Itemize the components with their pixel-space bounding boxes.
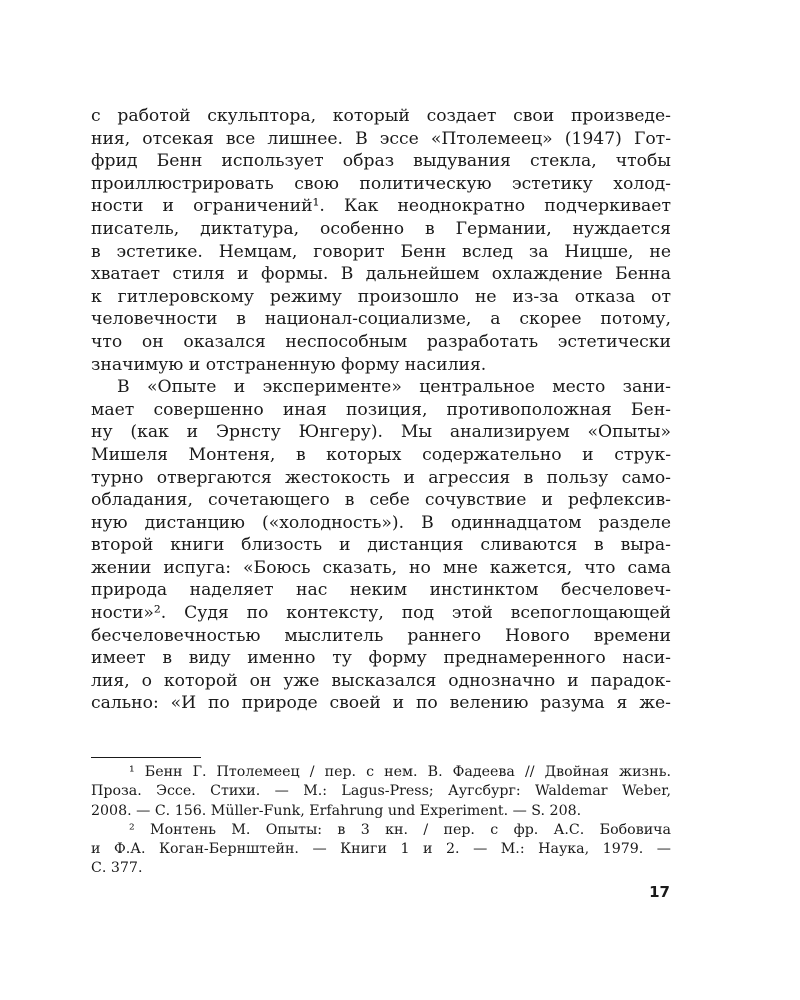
footnote-line: С. 377. xyxy=(91,860,143,877)
text-line: хватает стиля и формы. В дальнейшем охлаждение Бенна xyxy=(91,264,671,285)
text-line: фрид Бенн использует образ выдувания стекла, чтобы xyxy=(91,151,671,172)
text-line: мает совершенно иная позиция, противоположная Бен- xyxy=(91,399,671,420)
text-line: Мишеля Монтеня, в которых содержательно и струк- xyxy=(91,444,671,465)
text-line: обладания, сочетающего в себе сочувствие и рефлексив- xyxy=(91,490,671,511)
text-line: имеет в виду именно ту форму преднамеренного наси- xyxy=(91,648,671,669)
text-line: писатель, диктатура, особенно в Германии, нуждается xyxy=(91,218,671,239)
footnotes xyxy=(91,763,671,879)
text-line: в эстетике. Немцам, говорит Бенн вслед за Ницше, не xyxy=(91,241,671,262)
footnote-separator xyxy=(91,757,201,758)
text-line: бесчеловечностью мыслитель раннего Нового времени xyxy=(91,625,671,646)
text-line: ную дистанцию («холодность»). В одиннадцатом разделе xyxy=(91,512,671,533)
body-text xyxy=(91,105,671,715)
text-line: В «Опыте и эксперименте» центральное место зани- xyxy=(117,377,671,398)
text-line: ну (как и Эрнсту Юнгеру). Мы анализируем «Опыты» xyxy=(91,422,671,443)
text-line: проиллюстрировать свою политическую эстетику холод- xyxy=(91,173,671,194)
text-line: человечности в национал-социализме, а скорее потому, xyxy=(91,309,671,330)
text-line: ния, отсекая все лишнее. В эссе «Птолемеец» (1947) Гот- xyxy=(91,128,671,149)
footnote-line: ¹ Бенн Г. Птолемеец / пер. с нем. В. Фадеева // Двойная жизнь. xyxy=(129,764,671,780)
text-line: жении испуга: «Боюсь сказать, но мне кажется, что сама xyxy=(91,557,671,578)
text-line: к гитлеровскому режиму произошло не из-за отказа от xyxy=(91,286,671,307)
text-line: с работой скульптора, который создает свои произведе- xyxy=(91,106,671,126)
text-line: ности и ограничений¹. Как неоднократно подчеркивает xyxy=(91,196,671,217)
text-line: ности»². Судя по контексту, под этой всепоглощающей xyxy=(91,603,671,624)
footnote-line: 2008. — С. 156. Müller-Funk, Erfahrung und Experiment. — S. 208. xyxy=(91,802,582,819)
text-line: что он оказался неспособным разработать эстетически xyxy=(91,331,671,352)
text-line: второй книги близость и дистанция сливаются в выра- xyxy=(91,535,671,556)
text-line: природа наделяет нас неким инстинктом бесчеловеч- xyxy=(91,580,671,601)
footnote-line: ² Монтень М. Опыты: в 3 кн. / пер. с фр. А.С. Бобовича xyxy=(129,821,671,838)
text-line: турно отвергаются жестокость и агрессия в пользу само- xyxy=(91,467,671,488)
footnote-line: Проза. Эссе. Стихи. — М.: Lagus-Press; Аугсбург: Waldemar Weber, xyxy=(91,783,671,800)
footnote-line: и Ф.А. Коган-Бернштейн. — Книги 1 и 2. — М.: Наука, 1979. — xyxy=(91,841,671,858)
text-line: лия, о которой он уже высказался однозначно и парадок- xyxy=(91,670,671,691)
text-line: значимую и отстраненную форму насилия. xyxy=(91,354,487,375)
page-number: 17 xyxy=(649,883,670,901)
text-line: сально: «И по природе своей и по велению разума я же- xyxy=(91,693,671,714)
